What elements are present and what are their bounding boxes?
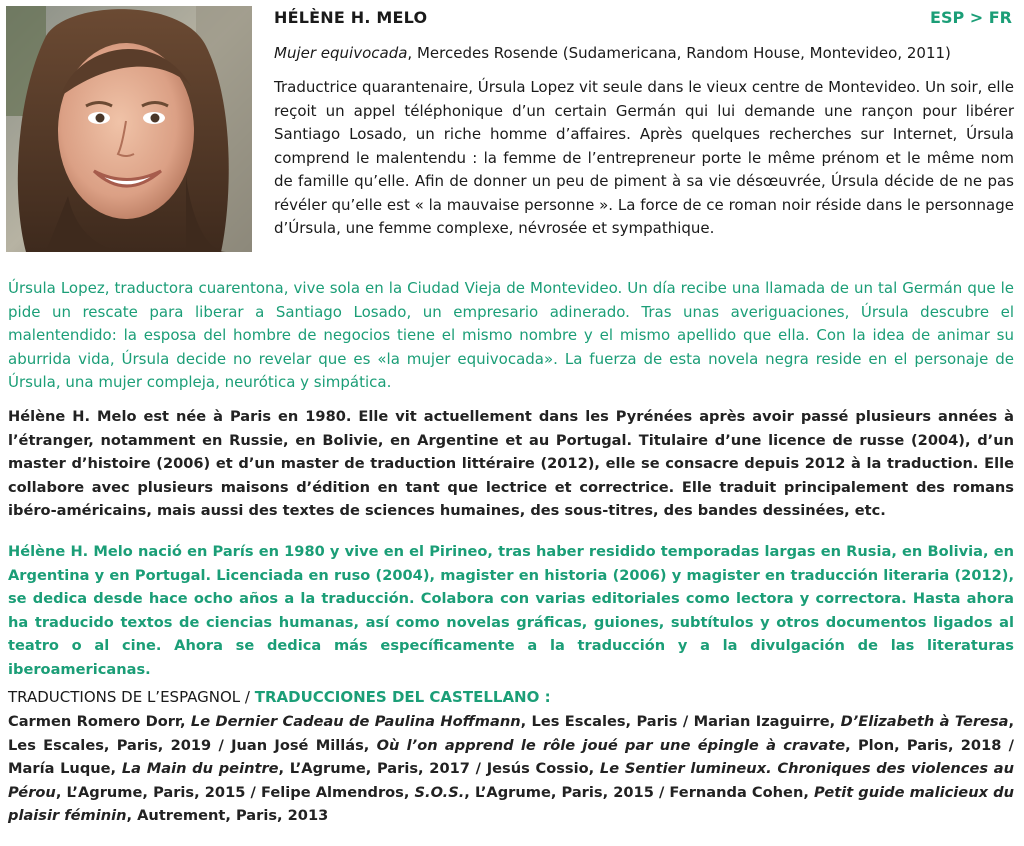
translation-author: Carmen Romero Dorr, (8, 713, 191, 730)
translation-author: Marian Izaguirre, (693, 713, 841, 730)
translation-item (8, 760, 487, 777)
book-reference (274, 42, 1014, 64)
summary-french: Traductrice quarantenaire, Úrsula Lopez vit seule dans le vieux centre de Montevideo. Un soir, elle reçoit un appel téléphonique d’un certain Germán qui lui demande une rançon pour libérer Santiago Losado, un riche homme d’affaires. Après quelques recherches sur Internet, Úrsula comprend le malentendu : la femme de l’entrepreneur porte le même prénom et le même nom de famille qu’elle. Afin de donner un peu de piment à sa vie désœuvrée, Úrsula décide de ne pas révéler qu’elle est « la mauvaise personne ». La force de ce roman noir réside dans le personnage d’Úrsula, une femme complexe, névrosée et sympathique. (274, 78, 1014, 237)
translation-title: D’Elizabeth à Teresa (840, 713, 1009, 730)
translation-publisher: , Autrement, Paris, 2013 (126, 807, 329, 824)
translation-publisher: , L’Agrume, Paris, 2015 / (55, 783, 261, 801)
summary-spanish: Úrsula Lopez, traductora cuarentona, vive sola en la Ciudad Vieja de Montevideo. Un día recibe una llamada de un tal Germán que le pide un rescate para liberar a Santiago Losado, un empresario adinerado. Tras unas averiguaciones, Úrsula descubre el malentendido: la esposa del hombre de negocios tiene el mismo nombre y el mismo apellido que ella. Con la idea de animar su aburrida vida, Úrsula decide no revelar que es «la mujer equivocada». La fuerza de esta novela negra reside en el personaje de Úrsula, una mujer compleja, neurótica y simpática. (8, 279, 1014, 391)
heading-separator: / (240, 688, 255, 706)
book-title: Mujer equivocada (274, 44, 408, 62)
translation-title: Le Sentier lumineux. Chroniques des violences au Pérou (8, 760, 1014, 801)
translation-publisher: , L’Agrume, Paris, 2015 / (464, 783, 670, 801)
translation-publisher: , Les Escales, Paris / (520, 713, 694, 730)
translation-title: Petit guide malicieux du plaisir féminin (8, 783, 1014, 824)
translation-title: La Main du peintre (121, 760, 279, 777)
translations-heading (8, 686, 1014, 708)
translation-item (261, 784, 669, 801)
translation-item (231, 737, 1014, 754)
biography-french: Hélène H. Melo est née à Paris en 1980. Elle vit actuellement dans les Pyrénées après avoir passé plusieurs années à l’étranger, notamment en Russie, en Bolivie, en Argentine et au Portugal. Titulaire d’une licence de russe (2004), d’un master d’histoire (2006) et d’un master de traduction littéraire (2012), elle se consacre depuis 2012 à la traduction. Elle collabore avec plusieurs maisons d’édition en tant que lectrice et correctrice. Elle traduit principalement des romans ibéro-américains, mais aussi des textes de sciences humaines, des sous-titres, des bandes dessinées, etc. (8, 408, 1014, 519)
translation-title: S.O.S. (414, 783, 465, 801)
book-details: , Mercedes Rosende (Sudamericana, Random House, Montevideo, 2011) (407, 44, 951, 62)
translation-author: Juan José Millás, (231, 736, 377, 754)
translation-author: María Luque, (8, 760, 122, 777)
translations-list (8, 710, 1014, 828)
translation-publisher: , Les Escales, Paris, 2019 / (8, 713, 1015, 754)
translation-title: Où l’on apprend le rôle joué par une épingle à cravate (376, 736, 846, 754)
translator-name: HÉLÈNE H. MELO (274, 8, 428, 27)
author-portrait-photo (6, 6, 252, 252)
translation-publisher: , L’Agrume, Paris, 2017 / (278, 760, 487, 777)
translation-author: Felipe Almendros, (260, 783, 415, 801)
translations-heading-french: TRADUCTIONS DE L’ESPAGNOL (8, 688, 241, 706)
translations-heading-spanish: TRADUCCIONES DEL CASTELLANO : (254, 688, 551, 706)
translation-title: Le Dernier Cadeau de Paulina Hoffmann (190, 713, 521, 730)
translation-publisher: , Plon, Paris, 2018 / (845, 736, 1014, 754)
biography-spanish: Hélène H. Melo nació en París en 1980 y vive en el Pirineo, tras haber residido temporadas largas en Rusia, en Bolivia, en Argentina y en Portugal. Licenciada en ruso (2004), magister en historia (2006) y magister en traducción literaria (2012), se dedica desde hace ocho años a la traducción. Colabora con varias editoriales como lectora y correctora. Hasta ahora ha traducido textos de ciencias humanas, así como novelas gráficas, guiones, subtítulos y otros documentos ligados al teatro o al cine. Ahora se dedica más específicamente a la traducción y a la divulgación de las literaturas iberoamericanas. (8, 543, 1014, 678)
translation-author: Fernanda Cohen, (669, 783, 815, 801)
language-pair-badge: ESP > FR (930, 8, 1012, 27)
translation-author: Jesús Cossio, (486, 760, 600, 777)
translation-item (8, 713, 694, 730)
